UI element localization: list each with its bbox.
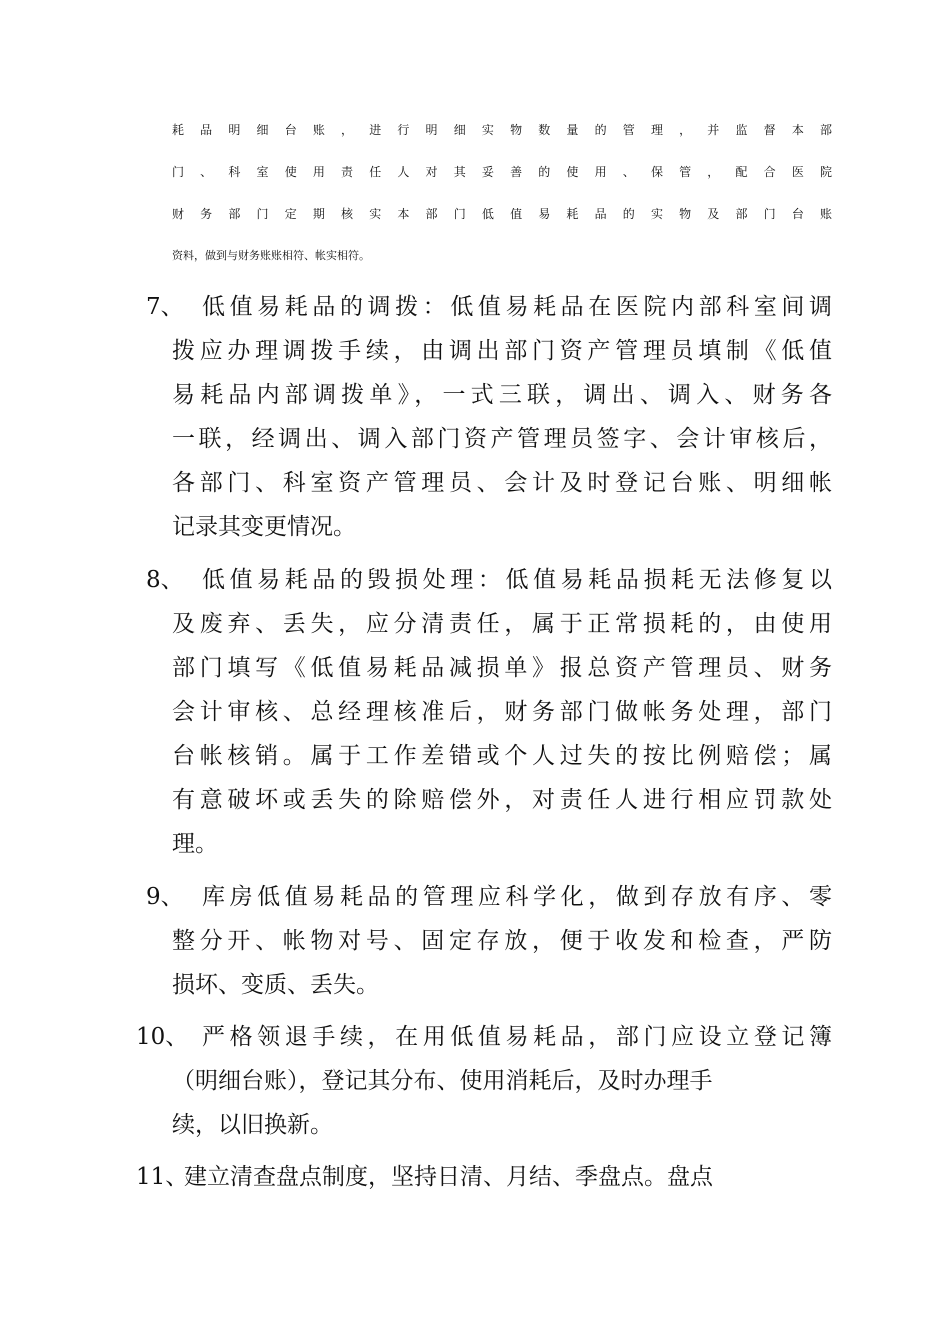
- item-8-line-2: 及废弃、丢失，应分清责任，属于正常损耗的，由使用: [172, 611, 832, 637]
- item-7-line-1: 低值易耗品的调拨：低值易耗品在医院内部科室间调: [202, 294, 832, 320]
- item-10-number: 10、: [136, 1024, 189, 1050]
- item-7-number: 7、: [146, 294, 184, 320]
- item-10-line-2: （明细台账），登记其分布、使用消耗后，及时办理手: [172, 1068, 713, 1094]
- item-9-line-2: 整分开、帐物对号、固定存放，便于收发和检查，严防: [172, 928, 832, 954]
- item-11-line-1: 建立清查盘点制度，坚持日清、月结、季盘点。盘点: [184, 1164, 713, 1190]
- item-9-number: 9、: [146, 884, 184, 910]
- item-7-line-2: 拨应办理调拨手续，由调出部门资产管理员填制《低值: [172, 338, 832, 364]
- item-8-line-5: 台帐核销。属于工作差错或个人过失的按比例赔偿；属: [172, 743, 832, 769]
- item-11-number: 11、: [136, 1164, 189, 1190]
- item-8-line-3: 部门填写《低值易耗品减损单》报总资产管理员、财务: [172, 655, 832, 681]
- item-8-line-1: 低值易耗品的毁损处理：低值易耗品损耗无法修复以: [202, 567, 832, 593]
- item-10-line-1: 严格领退手续，在用低值易耗品，部门应设立登记簿: [202, 1024, 832, 1050]
- item-7-line-3: 易耗品内部调拨单》，一式三联，调出、调入、财务各: [172, 382, 832, 408]
- item-7-line-4: 一联，经调出、调入部门资产管理员签字、会计审核后，: [172, 426, 832, 452]
- intro-line-3: 财务部门定期核实本部门低值易耗品的实物及部门台账: [172, 207, 832, 221]
- item-7-line-5: 各部门、科室资产管理员、会计及时登记台账、明细帐: [172, 470, 832, 496]
- item-9-line-1: 库房低值易耗品的管理应科学化，做到存放有序、零: [202, 884, 832, 910]
- item-8-line-6: 有意破坏或丢失的除赔偿外，对责任人进行相应罚款处: [172, 787, 832, 813]
- intro-line-2: 门、科室使用责任人对其妥善的使用、保管，配合医院: [172, 165, 832, 179]
- item-10-line-3: 续，以旧换新。: [172, 1112, 333, 1138]
- intro-line-4: 资料，做到与财务账账相符、帐实相符。: [172, 249, 370, 262]
- intro-line-1: 耗品明细台账，进行明细实物数量的管理，并监督本部: [172, 123, 832, 137]
- item-8-line-4: 会计审核、总经理核准后，财务部门做帐务处理，部门: [172, 699, 832, 725]
- item-9-line-3: 损坏、变质、丢失。: [172, 972, 379, 998]
- item-8-number: 8、: [146, 567, 184, 593]
- item-7-line-6: 记录其变更情况。: [172, 514, 356, 540]
- item-8-line-7: 理。: [172, 831, 218, 857]
